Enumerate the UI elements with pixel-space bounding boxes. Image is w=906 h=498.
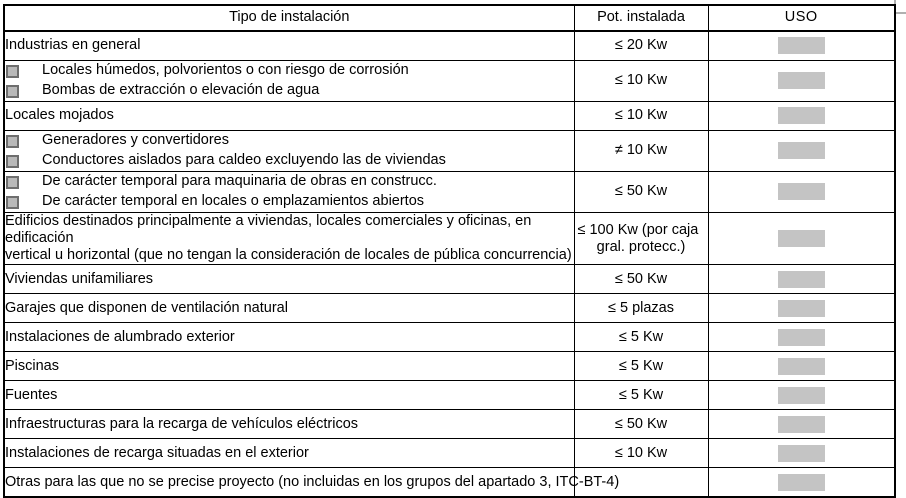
installation-types-table-wrapper	[3, 4, 896, 490]
cell-tipo-instalacion: Industrias en general	[4, 31, 574, 61]
cell-pot-instalada: ≤ 5 Kw	[574, 323, 708, 352]
cell-tipo-instalacion: Instalaciones de alumbrado exterior	[4, 323, 574, 352]
cell-tipo-instalacion: Garajes que disponen de ventilación natural	[4, 294, 574, 323]
table-body	[4, 31, 895, 497]
list-item-label: Bombas de extracción o elevación de agua	[42, 82, 320, 99]
table-head	[4, 5, 895, 31]
table-row	[4, 381, 895, 410]
cell-pot-instalada: ≤ 10 Kw	[574, 102, 708, 131]
uso-marker-block	[778, 142, 825, 159]
sub-item-list	[5, 131, 574, 171]
cell-tipo-instalacion: Infraestructuras para la recarga de vehículos eléctricos	[4, 410, 574, 439]
cell-tipo-instalacion: Locales mojados	[4, 102, 574, 131]
uso-marker-block	[778, 416, 825, 433]
cell-tipo-instalacion: Viviendas unifamiliares	[4, 265, 574, 294]
cell-uso	[708, 131, 895, 172]
cell-uso	[708, 102, 895, 131]
cell-pot-instalada: ≤ 5 Kw	[574, 352, 708, 381]
cell-uso	[708, 172, 895, 213]
table-row	[4, 410, 895, 439]
cell-pot-instalada	[574, 468, 708, 498]
cell-text-line-1: Edificios destinados principalmente a viviendas, locales comerciales y oficinas, en edificación	[5, 213, 532, 247]
bullet-square-icon	[6, 176, 19, 189]
table-row	[4, 468, 895, 498]
pot-text-line-1: ≤ 100 Kw (por caja	[577, 221, 699, 238]
table-header-row	[4, 5, 895, 31]
cell-uso	[708, 381, 895, 410]
list-item	[5, 151, 574, 171]
uso-marker-block	[778, 37, 825, 54]
cell-pot-instalada: ≤ 50 Kw	[574, 172, 708, 213]
table-row	[4, 61, 895, 102]
sub-item-list	[5, 61, 574, 101]
list-item-label: Generadores y convertidores	[42, 132, 229, 149]
uso-marker-block	[778, 300, 825, 317]
cell-pot-instalada: ≤ 5 Kw	[574, 381, 708, 410]
list-item	[5, 172, 574, 192]
table-row	[4, 213, 895, 265]
cell-uso	[708, 31, 895, 61]
bullet-square-icon	[6, 65, 19, 78]
list-item-label: De carácter temporal para maquinaria de obras en construcc.	[42, 173, 437, 190]
cell-uso	[708, 294, 895, 323]
list-item	[5, 192, 574, 212]
table-row	[4, 294, 895, 323]
cell-tipo-instalacion-group	[4, 131, 574, 172]
uso-marker-block	[778, 271, 825, 288]
cell-pot-instalada: ≤ 10 Kw	[574, 439, 708, 468]
cell-uso	[708, 213, 895, 265]
cell-pot-instalada: ≤ 50 Kw	[574, 410, 708, 439]
uso-marker-block	[778, 358, 825, 375]
column-header-uso: USO	[708, 5, 895, 31]
table-row	[4, 172, 895, 213]
table-row	[4, 31, 895, 61]
cell-tipo-instalacion: Instalaciones de recarga situadas en el exterior	[4, 439, 574, 468]
cell-uso	[708, 439, 895, 468]
list-item	[5, 131, 574, 151]
table-row	[4, 352, 895, 381]
cell-uso	[708, 61, 895, 102]
cell-pot-instalada-multiline	[574, 213, 708, 265]
table-row	[4, 265, 895, 294]
bullet-square-icon	[6, 196, 19, 209]
cell-text-line-2: vertical u horizontal (que no tengan la consideración de locales de pública concurrencia)	[5, 247, 572, 264]
cell-pot-instalada: ≠ 10 Kw	[574, 131, 708, 172]
cell-pot-instalada: ≤ 5 plazas	[574, 294, 708, 323]
list-item-label: De carácter temporal en locales o emplazamientos abiertos	[42, 193, 425, 210]
list-item-label: Locales húmedos, polvorientos o con riesgo de corrosión	[42, 62, 409, 79]
cell-pot-instalada: ≤ 20 Kw	[574, 31, 708, 61]
bullet-square-icon	[6, 85, 19, 98]
column-header-tipo-instalacion: Tipo de instalación	[4, 5, 574, 31]
pot-text-line-2: gral. protecc.)	[596, 238, 686, 255]
cell-pot-instalada: ≤ 10 Kw	[574, 61, 708, 102]
cell-uso	[708, 352, 895, 381]
cell-uso	[708, 410, 895, 439]
cell-tipo-instalacion-group	[4, 172, 574, 213]
list-item	[5, 81, 574, 101]
table-row	[4, 323, 895, 352]
cell-tipo-instalacion-multiline	[4, 213, 574, 265]
uso-marker-block	[778, 445, 825, 462]
cell-tipo-instalacion: Fuentes	[4, 381, 574, 410]
uso-marker-block	[778, 107, 825, 124]
cell-uso	[708, 265, 895, 294]
cell-tipo-instalacion: Otras para las que no se precise proyecto (no incluidas en los grupos del apartado 3, ITC-BT-4)	[4, 468, 574, 498]
list-item	[5, 61, 574, 81]
cell-uso	[708, 468, 895, 498]
sub-item-list	[5, 172, 574, 212]
uso-marker-block	[778, 183, 825, 200]
column-header-pot-instalada: Pot. instalada	[574, 5, 708, 31]
table-row	[4, 131, 895, 172]
uso-marker-block	[778, 474, 825, 491]
table-row	[4, 439, 895, 468]
uso-marker-block	[778, 329, 825, 346]
bullet-square-icon	[6, 135, 19, 148]
installation-types-table	[3, 4, 896, 498]
cell-tipo-instalacion-group	[4, 61, 574, 102]
list-item-label: Conductores aislados para caldeo excluyendo las de viviendas	[42, 152, 446, 169]
cell-pot-instalada: ≤ 50 Kw	[574, 265, 708, 294]
cell-uso	[708, 323, 895, 352]
bullet-square-icon	[6, 155, 19, 168]
uso-marker-block	[778, 72, 825, 89]
uso-marker-block	[778, 230, 825, 247]
uso-marker-block	[778, 387, 825, 404]
table-row	[4, 102, 895, 131]
cell-tipo-instalacion: Piscinas	[4, 352, 574, 381]
